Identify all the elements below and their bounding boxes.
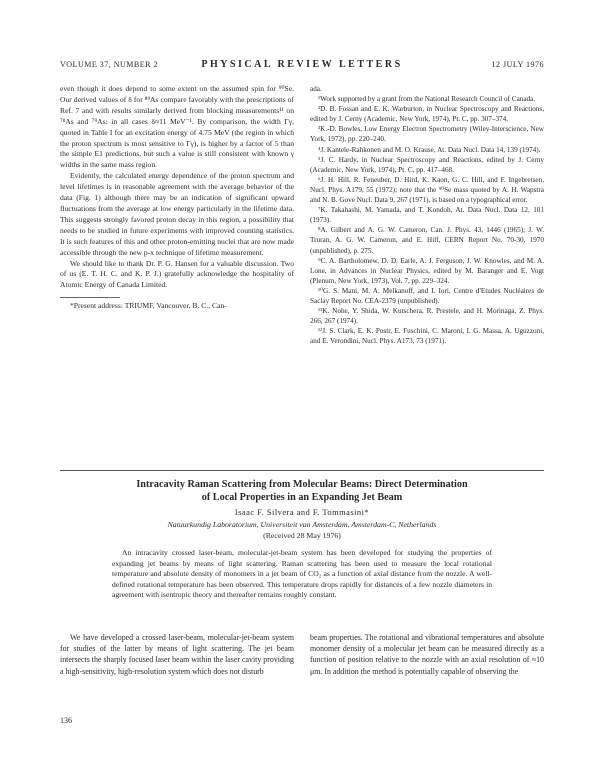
reference-item: ⁶J. H. Hill, R. Feneuber, D. Hird, K. Kaon, G. C. Hill, and F. Ingebretsen, Nucl. Phys. A179, 55 (1972); note that the ⁹⁰Se mass quoted by A. H. Wapstra and N. B. Gove Nucl. Data 9, 267 (1971), is based on a typographical error. [310, 175, 544, 205]
reference-item: ¹⁰G. S. Mani, M. A. Melkanoff, and I. Iori, Centre d'Etudes Nucléaires de Saclay Report No. CEA-2379 (unpublished). [310, 286, 544, 305]
reference-item: ⁹C. A. Bartholomew, D. D. Earle, A. J. Ferguson, J. W. Knowles, and M. A. Lone, in Advances in Nuclear Physics, edited by M. Baranger and E. Vogt (Plenum, New York, 1973), Vol. 7, pp. 229–324. [310, 256, 544, 285]
article-separator [60, 470, 544, 471]
body-paragraph: even though it does depend to some extent on the assumed spin for ⁹⁰Se. Our derived values of δ for ⁸⁹As compare favorably with the prescriptions of Ref. 7 and with results similarly derived from blocking measurements¹¹ on ⁷⁸As and ⁷⁹As: in all cases δ≈11 MeV⁻¹. By comparison, the width Γγ, quoted in Table I for an excitation energy of 4.75 MeV (the region in which the proton spectrum is most sensitive to Γγ), is higher by a factor of 5 than the simple E1 predictions, but such a value is still consistent with known γ widths in the same mass region. [60, 84, 294, 170]
acknowledgment-paragraph: We should like to thank Dr. P. G. Hansen for a valuable discussion. Two of us (E. T. H. C. and K. P. J.) gratefully acknowledge the hospitality of Atomic Energy of Canada Limited. [60, 258, 294, 290]
body-paragraph: Evidently, the calculated energy dependence of the proton spectrum and level lifetimes is in reasonable agreement with the average behavior of the data (Fig. 1) although there may be an indication of significant upward fluctuations from the average at low energy particularly in the lifetime data. This suggests strongly favored proton decay in this region, a possibility that needs to be studied in future experiments with improved counting statistics. It is such features of this and other proton-emitting nuclei that are now made accessible through the new p-x technique of lifetime measurement. [60, 171, 294, 257]
reference-item: ¹Work supported by a grant from the National Research Council of Canada. [318, 95, 536, 104]
article-title [60, 478, 544, 504]
received-date: (Received 28 May 1976) [263, 531, 341, 540]
article-body-left: We have developed a crossed laser-beam, molecular-jet-beam system for studies of the latter by means of light scattering. The jet beam intersects the sharply focused laser beam within the laser cavity providing a high-sensitivity, high-resolution system which does not disturb [60, 633, 294, 676]
reference-item: ²D. B. Fossan and E. K. Warburton, in Nuclear Spectroscopy and Reactions, edited by J. Cerny (Academic, New York, 1974), Pt. C, pp. 307–374. [310, 105, 544, 124]
reference-item: ⁷K. Takahashi, M. Yamada, and T. Kondoh, At. Data Nucl. Data 12, 101 (1973). [310, 206, 544, 225]
reference-item: ⁸A. Gilbert and A. G. W. Cameron, Can. J. Phys. 43, 1446 (1965); J. W. Truran, A. G. W. Cameron, and E. Hilf, CERN Report No. 70-30, 1970 (unpublished), p. 275. [310, 226, 544, 255]
issue-date: 12 JULY 1976 [491, 60, 544, 69]
footnote-continuation: ada. [310, 85, 322, 93]
footnote: *Present address: TRIUMF, Vancouver, B. C., Can- [70, 301, 227, 311]
running-header [60, 60, 544, 72]
volume-label: VOLUME 37, NUMBER 2 [60, 60, 158, 69]
article-affiliation: Natuurkundig Laboratorium, Universiteit van Amsterdam, Amsterdam-C, Netherlands [167, 520, 437, 529]
article-title-line: of Local Properties in an Expanding Jet Beam [201, 492, 403, 503]
reference-item: ¹¹K. Nohe, Y. Shida, W. Kutschera, R. Prestele, and H. Morinaga, Z. Phys. 266, 267 (1974). [310, 307, 544, 326]
reference-item: ¹²J. S. Clark, E. K. Postr, E. Fuschini, C. Maroni, I. G. Massa, A. Uguzzoni, and E. Verondini, Nucl. Phys. A173, 73 (1971). [310, 327, 544, 346]
reference-item: ⁵J. C. Hardy, in Nuclear Spectroscopy and Reactions, edited by J. Cerny (Academic, New York, 1974), Pt. C, pp. 417–468. [310, 155, 544, 174]
article-body-right: beam properties. The rotational and vibrational temperatures and absolute monomer density of a molecular jet beam can be measured directly as a function of position relative to the nozzle with an axial resolution of ≈10 μm. In addition the method is potentially capable of observing the [310, 633, 544, 676]
article-title-line: Intracavity Raman Scattering from Molecular Beams: Direct Determination [136, 479, 468, 490]
reference-item: ⁴J. Kantele-Rahkonen and M. O. Krause, At. Data Nucl. Data 14, 139 (1974). [318, 145, 541, 154]
reference-item: ³K.-D. Bowles, Low Energy Electron Spectrometry (Wiley-Interscience, New York, 1972), pp. 220–240. [310, 125, 544, 144]
article-authors: Isaac F. Silvera and F. Tommasini* [234, 508, 370, 517]
article-abstract: An intracavity crossed laser-beam, molecular-jet-beam system has been developed for studying the properties of expanding jet beams by means of light scattering. Raman scattering has been used to measure the local rotational temperature and absolute density of monomers in a jet beam of CO₂ as a function of axial distance from the nozzle. A well-defined rotational temperature has been observed. This temperature drops rapidly for distances of a few nozzle diameters in agreement with isentropic theory and thereafter remains roughly constant. [112, 548, 492, 600]
page-number: 136 [60, 716, 72, 725]
left-column [60, 84, 294, 312]
references-column [310, 84, 544, 346]
journal-title: PHYSICAL REVIEW LETTERS [201, 59, 403, 70]
